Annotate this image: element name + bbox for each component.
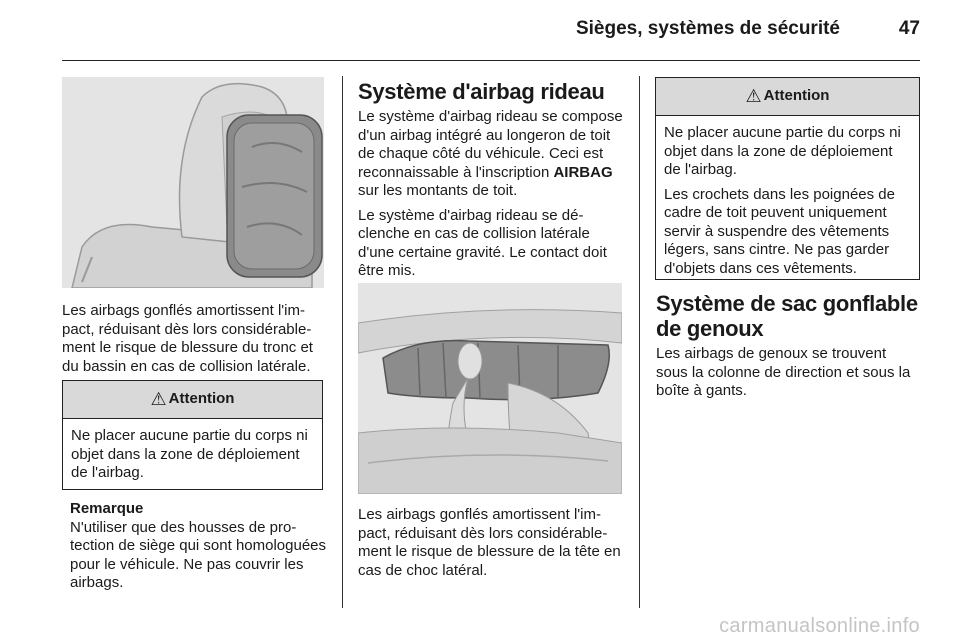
left-warning-header (63, 381, 322, 419)
note-text: N'utiliser que des housses de protection de siège qui sont homologuées pour le véhicule. Ne pas couvrir les airbags. (70, 518, 327, 591)
right-warning-header (656, 78, 919, 116)
left-warning-box (62, 380, 323, 490)
warning-triangle-icon: ⚠ (150, 389, 167, 410)
left-caption (62, 302, 326, 382)
right-warning-body (656, 116, 919, 290)
middle-text (358, 79, 624, 287)
warning-triangle-icon: ⚠ (745, 86, 762, 107)
page-number: 47 (898, 18, 920, 39)
para1-text-start: Le système d'airbag rideau se compose d'un airbag intégré au longeron de toit de chaque côté du véhicule. Ceci est reconnaissable à l'inscription (358, 108, 623, 181)
knee-airbag-para: Les airbags de genoux se trouvent sous la colonne de direction et sous la boîte à gants. (656, 345, 911, 399)
right-warning-text2: Les crochets dans les poignées de cadre de toit peuvent uniquement servir à suspendre des vêtements légers, sans cintre. Ne pas garder d'objets dans ces vêtements. (664, 185, 895, 277)
right-warning-box (655, 77, 920, 280)
curtain-airbag-para2: Le système d'airbag rideau se déclenche en cas de collision latérale d'une certaine gravité. Le contact doit être mis. (358, 206, 607, 279)
middle-caption-text: Les airbags gonflés amortissent l'impact, réduisant dès lors considérablement le risque de blessure de la tête en cas de choc latéral. (358, 506, 621, 579)
left-warning-title: Attention (168, 390, 235, 408)
curtain-airbag-illustration (358, 283, 622, 494)
header-rule (62, 60, 920, 61)
knee-airbag-heading: Système de sac gonflable de genoux (656, 291, 918, 341)
column-divider-left (342, 76, 343, 608)
note-title: Remarque (70, 500, 144, 517)
right-text (656, 291, 920, 407)
left-note (70, 500, 326, 593)
right-warning-title: Attention (763, 87, 830, 105)
right-warning-text1: Ne placer aucune partie du corps ni objet dans la zone de déploiement de l'airbag. (664, 124, 901, 178)
column-divider-right (639, 76, 640, 608)
curtain-airbag-para1 (358, 108, 624, 201)
left-warning-body (63, 419, 322, 495)
airbag-label-bold: AIRBAG (553, 163, 613, 181)
page-header-title: Sièges, systèmes de sécurité (575, 18, 840, 39)
curtain-airbag-heading: Système d'airbag rideau (358, 79, 605, 104)
left-caption-text: Les airbags gonflés amortissent l'impact, réduisant dès lors considérablement le risque de blessure du tronc et du bassin en cas de collision latérale. (62, 302, 313, 375)
watermark: carmanualsonline.info (719, 615, 920, 637)
middle-caption (358, 506, 624, 586)
para1-text-end: sur les montants de toit. (358, 182, 518, 199)
left-warning-text: Ne placer aucune partie du corps ni objet dans la zone de déploiement de l'airbag. (71, 427, 308, 481)
seat-airbag-illustration (62, 77, 324, 288)
